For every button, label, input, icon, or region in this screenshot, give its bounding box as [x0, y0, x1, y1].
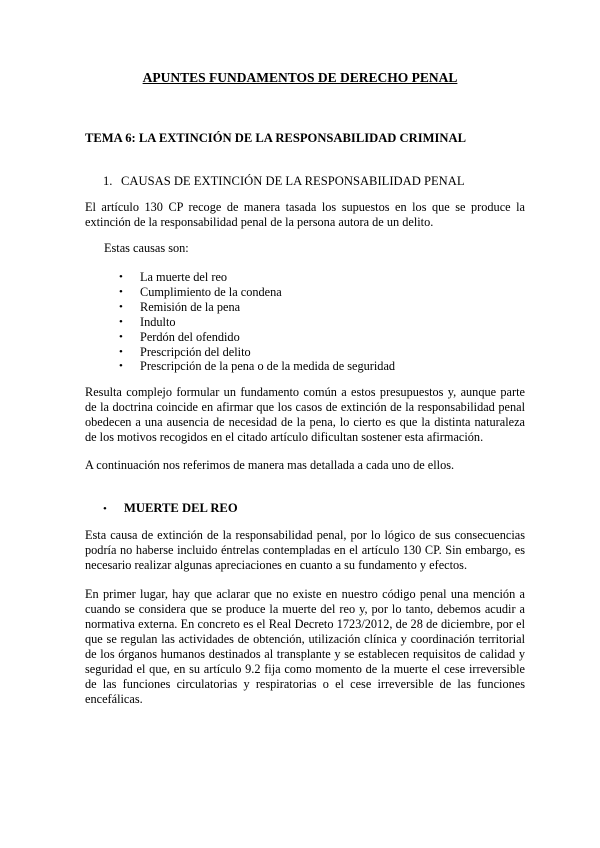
subsection-title: MUERTE DEL REO	[124, 501, 238, 515]
section-heading	[103, 174, 465, 189]
bullet-icon: •	[119, 315, 123, 328]
list-item: • Prescripción de la pena o de la medida de seguridad	[119, 359, 396, 374]
list-item: • Perdón del ofendido	[119, 329, 240, 344]
subsection-heading	[103, 501, 238, 516]
bullet-icon: •	[119, 345, 123, 358]
bullet-icon: •	[103, 503, 107, 515]
list-item: • Cumplimiento de la condena	[119, 284, 282, 299]
bullet-icon: •	[119, 360, 123, 373]
paragraph-transition: A continuación nos referimos de manera mas detallada a cada uno de ellos.	[85, 458, 455, 472]
paragraph-death-cause: Esta causa de extinción de la responsabilidad penal, por lo lógico de sus consecuencias podría no haberse incluido éntrelas contempladas en el artículo 130 CP. Sin embargo, es necesario realizar algunas apreciaciones en cuanto a su fundamento y efectos.	[85, 528, 525, 572]
paragraph-causes-intro: Estas causas son:	[104, 241, 189, 255]
list-item: • Prescripción del delito	[119, 344, 251, 359]
bullet-icon: •	[119, 300, 123, 313]
paragraph-foundation: Resulta complejo formular un fundamento común a estos presupuestos y, aunque parte de la doctrina coincide en afirmar que los casos de extinción de la responsabilidad penal obedecen a una ausencia de necesidad de la pena, lo cierto es que la distinta naturaleza de los motivos recogidos en el citado artículo dificultan sostener esta afirmación.	[85, 385, 525, 444]
document-title: APUNTES FUNDAMENTOS DE DERECHO PENAL	[142, 70, 458, 85]
bullet-icon: •	[119, 330, 123, 343]
bullet-icon: •	[119, 271, 123, 283]
list-item: • Indulto	[119, 314, 176, 329]
paragraph-intro: El artículo 130 CP recoge de manera tasada los supuestos en los que se produce la extinción de la responsabilidad penal de la persona autora de un delito.	[85, 200, 525, 229]
section-number: 1.	[103, 174, 113, 188]
paragraph-death-definition: En primer lugar, hay que aclarar que no existe en nuestro código penal una mención a cuando se considera que se produce la muerte del reo y, por lo tanto, debemos acudir a normativa externa. En concreto es el Real Decreto 1723/2012, de 28 de diciembre, por el que se regulan las actividades de obtención, utilización clínica y coordinación territorial de los órganos humanos destinados al transplante y se establecen requisitos de calidad y seguridad el que, en su artículo 9.2 fija como momento de la muerte el cese irreversible de las funciones circulatorias y respiratorias o el cese irreversible de las funciones encefálicas.	[85, 587, 525, 706]
chapter-heading: TEMA 6: LA EXTINCIÓN DE LA RESPONSABILIDAD CRIMINAL	[85, 131, 467, 145]
list-item: • Remisión de la pena	[119, 299, 241, 314]
bullet-icon: •	[119, 285, 123, 298]
causes-list	[119, 270, 395, 374]
section-title: CAUSAS DE EXTINCIÓN DE LA RESPONSABILIDAD PENAL	[121, 174, 465, 188]
list-item: • La muerte del reo	[119, 270, 228, 284]
